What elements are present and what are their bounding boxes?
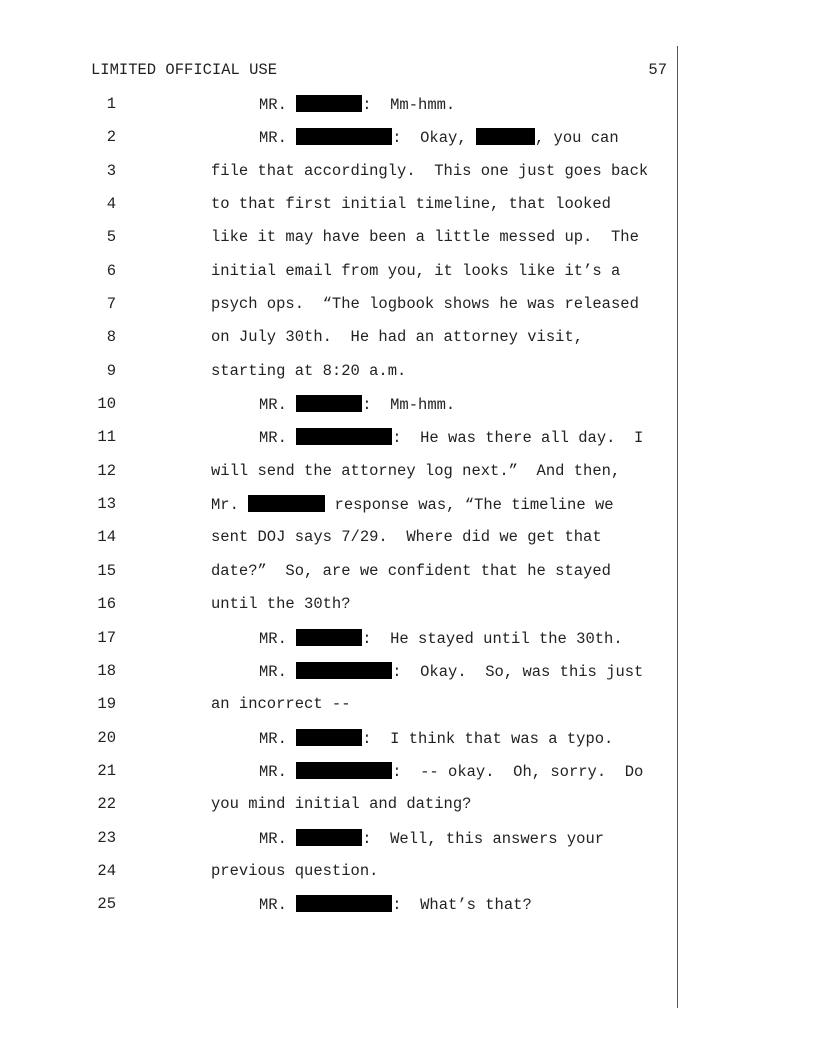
line-text: an incorrect -- (211, 695, 351, 714)
transcript-line (0, 320, 816, 353)
line-number: 22 (97, 795, 116, 814)
redaction-block (296, 395, 362, 412)
line-number: 14 (97, 528, 116, 547)
transcript-line (0, 654, 816, 687)
line-text: to that first initial timeline, that looked (211, 195, 611, 214)
line-text: MR. : I think that was a typo. (259, 729, 614, 748)
redaction-block (296, 829, 362, 846)
line-text: on July 30th. He had an attorney visit, (211, 328, 584, 347)
line-text: file that accordingly. This one just goes back (211, 161, 649, 180)
line-text: MR. : Okay. So, was this just (259, 662, 644, 681)
transcript-line (0, 454, 816, 487)
page-number: 57 (648, 61, 667, 79)
line-text: MR. : Well, this answers your (259, 829, 605, 848)
redaction-block (296, 895, 392, 912)
line-number: 19 (97, 695, 116, 714)
line-text: MR. : What’s that? (259, 896, 532, 915)
line-text: MR. : Okay, , you can (259, 129, 619, 148)
redaction-block (296, 729, 362, 746)
line-text: previous question. (211, 861, 379, 880)
transcript-line (0, 687, 816, 720)
line-text: will send the attorney log next.” And then, (211, 461, 621, 480)
transcript-line (0, 420, 816, 453)
line-number: 9 (106, 361, 116, 380)
classification-header: LIMITED OFFICIAL USE (91, 61, 278, 79)
transcript-line (0, 721, 816, 754)
line-text: initial email from you, it looks like it’s a (211, 261, 621, 280)
redaction-block (296, 629, 362, 646)
line-number: 20 (97, 728, 116, 747)
transcript-line (0, 187, 816, 220)
line-number: 16 (97, 595, 116, 614)
line-number: 12 (97, 461, 116, 480)
transcript-line (0, 887, 816, 920)
line-number: 24 (97, 861, 116, 880)
transcript-line (0, 787, 816, 820)
transcript-line (0, 821, 816, 854)
line-number: 3 (106, 161, 116, 180)
transcript-line (0, 554, 816, 587)
line-text: starting at 8:20 a.m. (211, 361, 407, 380)
line-text: until the 30th? (211, 595, 351, 614)
line-number: 21 (97, 761, 116, 780)
transcript-line (0, 87, 816, 120)
line-text: date?” So, are we confident that he stayed (211, 561, 611, 580)
line-number: 4 (106, 195, 116, 214)
transcript-line (0, 287, 816, 320)
redaction-block (248, 495, 325, 512)
line-text: MR. : Mm-hmm. (259, 96, 456, 114)
transcript-line (0, 354, 816, 387)
line-text: MR. : He stayed until the 30th. (259, 629, 623, 648)
transcript-line (0, 120, 816, 153)
redaction-block (296, 662, 392, 679)
line-number: 25 (97, 895, 116, 914)
line-number: 17 (97, 628, 116, 647)
redaction-block (296, 128, 392, 145)
line-number: 18 (97, 661, 116, 680)
line-text: MR. : -- okay. Oh, sorry. Do (259, 762, 644, 781)
transcript-line (0, 154, 816, 187)
line-number: 5 (106, 228, 116, 247)
transcript-line (0, 254, 816, 287)
line-text: psych ops. “The logbook shows he was released (211, 295, 639, 314)
line-number: 2 (106, 128, 116, 147)
line-text: sent DOJ says 7/29. Where did we get that (211, 528, 602, 547)
redaction-block (296, 428, 392, 445)
transcript-line (0, 854, 816, 887)
transcript-line (0, 621, 816, 654)
transcript-line (0, 387, 816, 420)
line-number: 8 (106, 328, 116, 347)
transcript-line (0, 587, 816, 620)
line-text: MR. : He was there all day. I (259, 429, 644, 448)
line-number: 23 (97, 828, 116, 847)
transcript-line (0, 220, 816, 253)
line-number: 15 (97, 561, 116, 580)
line-text: like it may have been a little messed up. The (211, 228, 639, 247)
transcript-line (0, 520, 816, 553)
line-text: Mr. response was, “The timeline we (211, 496, 614, 515)
redaction-block (296, 762, 392, 779)
line-number: 7 (106, 295, 116, 314)
line-text: MR. : Mm-hmm. (259, 396, 456, 415)
line-number: 10 (97, 395, 116, 414)
line-number: 13 (97, 495, 116, 514)
line-text: you mind initial and dating? (211, 795, 472, 814)
line-number: 1 (106, 95, 116, 113)
line-number: 6 (106, 261, 116, 280)
transcript-line (0, 487, 816, 520)
redaction-block (296, 95, 362, 112)
transcript-body (0, 87, 816, 921)
line-number: 11 (97, 428, 116, 447)
redaction-block (476, 128, 535, 145)
transcript-line (0, 754, 816, 787)
